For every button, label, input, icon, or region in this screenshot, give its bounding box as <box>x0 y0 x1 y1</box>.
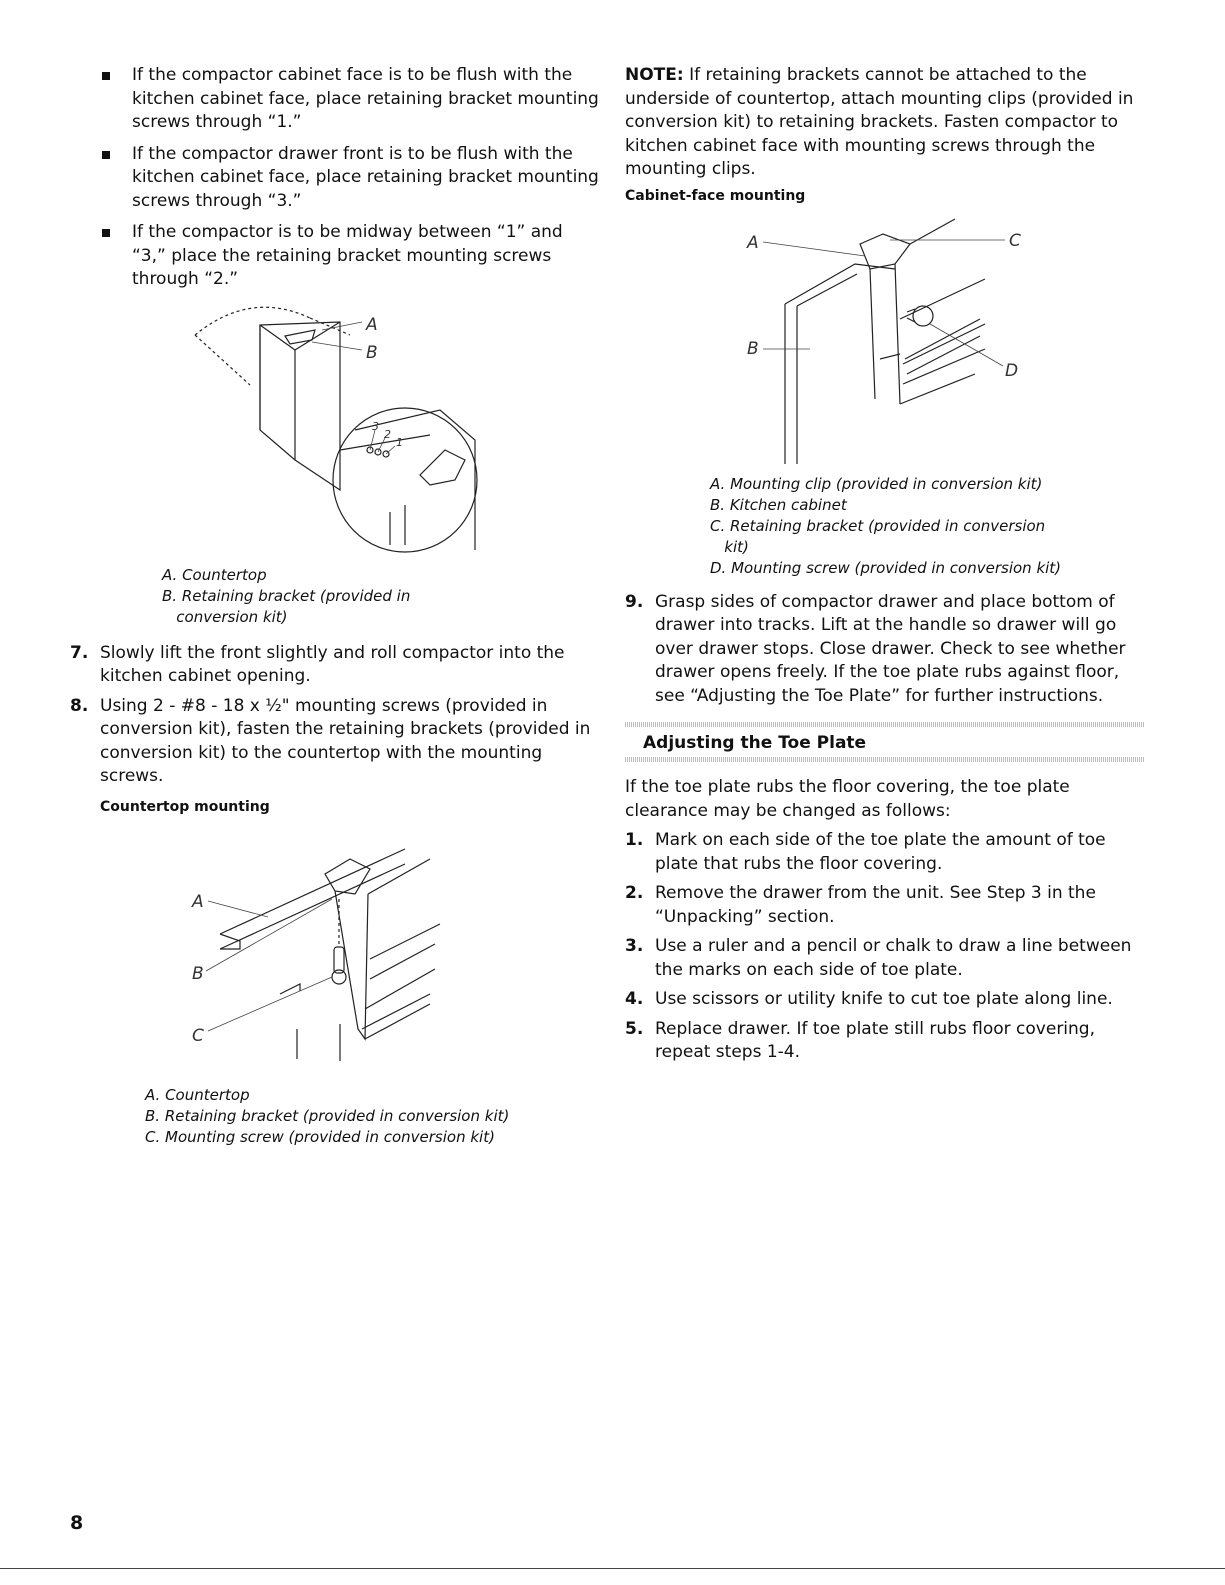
countertop-bracket-illustration <box>100 300 600 565</box>
step-item: 5. Replace drawer. If toe plate still rubs floor covering, repeat steps 1-4. <box>625 1018 1095 1062</box>
heading-rule-bottom <box>625 757 1145 762</box>
cabinet-face-mounting-illustration <box>625 214 1145 474</box>
left-column <box>70 64 600 1148</box>
fig1-label-a: A <box>366 314 378 335</box>
install-steps <box>70 642 600 789</box>
step-item: 1. Mark on each side of the toe plate the amount of toe plate that rubs the floor covering. <box>625 830 1106 874</box>
bullet-square-icon <box>102 151 110 159</box>
bullet-square-icon <box>102 72 110 80</box>
page-number: 8 <box>70 1512 84 1534</box>
toe-plate-intro: If the toe plate rubs the floor covering, the toe plate clearance may be changed as follows: <box>625 777 1070 821</box>
right-column <box>625 64 1145 1071</box>
fig1-caption: A. Countertop B. Retaining bracket (provided in conversion kit) <box>162 565 411 626</box>
countertop-mounting-illustration <box>100 829 600 1079</box>
step-item: 4. Use scissors or utility knife to cut toe plate along line. <box>625 989 1113 1009</box>
section-heading: Adjusting the Toe Plate <box>643 733 867 753</box>
fig1-label-2: 2 <box>384 427 391 441</box>
fig2-title: Countertop mounting <box>100 798 270 815</box>
bullet-square-icon <box>102 229 110 237</box>
fig2-caption: A. Countertop B. Retaining bracket (provided in conversion kit) C. Mounting screw (provided in conversion kit) <box>145 1085 510 1146</box>
fig1-label-3: 3 <box>372 419 379 433</box>
fig2-label-a: A <box>192 891 204 912</box>
fig3-caption: A. Mounting clip (provided in conversion kit) B. Kitchen cabinet C. Retaining bracket (provided in conversion kit) D. Mounting screw (provided in conversion kit) <box>710 474 1062 577</box>
fig1-label-1: 1 <box>396 435 403 449</box>
fig3-label-a: A <box>747 232 759 253</box>
bullet-item: If the compactor cabinet face is to be flush with the kitchen cabinet face, place retaining bracket mounting screws through “1.” <box>100 64 600 135</box>
step-item: 3. Use a ruler and a pencil or chalk to draw a line between the marks on each side of toe plate. <box>625 936 1132 980</box>
note-label: NOTE: <box>625 65 684 85</box>
fig3-label-d: D <box>1005 360 1019 381</box>
step-item: 9. Grasp sides of compactor drawer and place bottom of drawer into tracks. Lift at the handle so drawer will go over drawer stops. Close drawer. Check to see whether drawer opens freely. If the toe plate rubs against floor, see “Adjusting the Toe Plate” for further instructions. <box>625 591 1126 706</box>
fig1-label-b: B <box>366 342 378 363</box>
toe-plate-steps <box>625 829 1145 1065</box>
fig3-label-b: B <box>747 338 759 359</box>
fig3-label-c: C <box>1009 230 1021 251</box>
page-bottom-rule <box>0 1568 1225 1569</box>
bullet-item: If the compactor drawer front is to be flush with the kitchen cabinet face, place retaining bracket mounting screws through “3.” <box>100 143 600 214</box>
note-paragraph: NOTE: If retaining brackets cannot be attached to the underside of countertop, attach mounting clips (provided in conversion kit) to retaining brackets. Fasten compactor to kitchen cabinet face with mounting screws through the mounting clips. <box>625 65 1134 179</box>
drawer-step <box>625 591 1145 709</box>
step-item: 8. Using 2 - #8 - 18 x ½" mounting screws (provided in conversion kit), fasten the retaining brackets (provided in conversion kit) to the countertop with the mounting screws. <box>70 695 591 786</box>
fig2-label-b: B <box>192 963 204 984</box>
placement-bullets <box>100 64 600 292</box>
step-item: 2. Remove the drawer from the unit. See Step 3 in the “Unpacking” section. <box>625 883 1096 927</box>
bullet-item: If the compactor is to be midway between “1” and “3,” place the retaining bracket mounting screws through “2.” <box>100 221 600 292</box>
fig2-label-c: C <box>192 1025 204 1046</box>
step-item: 7. Slowly lift the front slightly and roll compactor into the kitchen cabinet opening. <box>70 642 565 686</box>
fig3-title: Cabinet-face mounting <box>625 187 806 204</box>
